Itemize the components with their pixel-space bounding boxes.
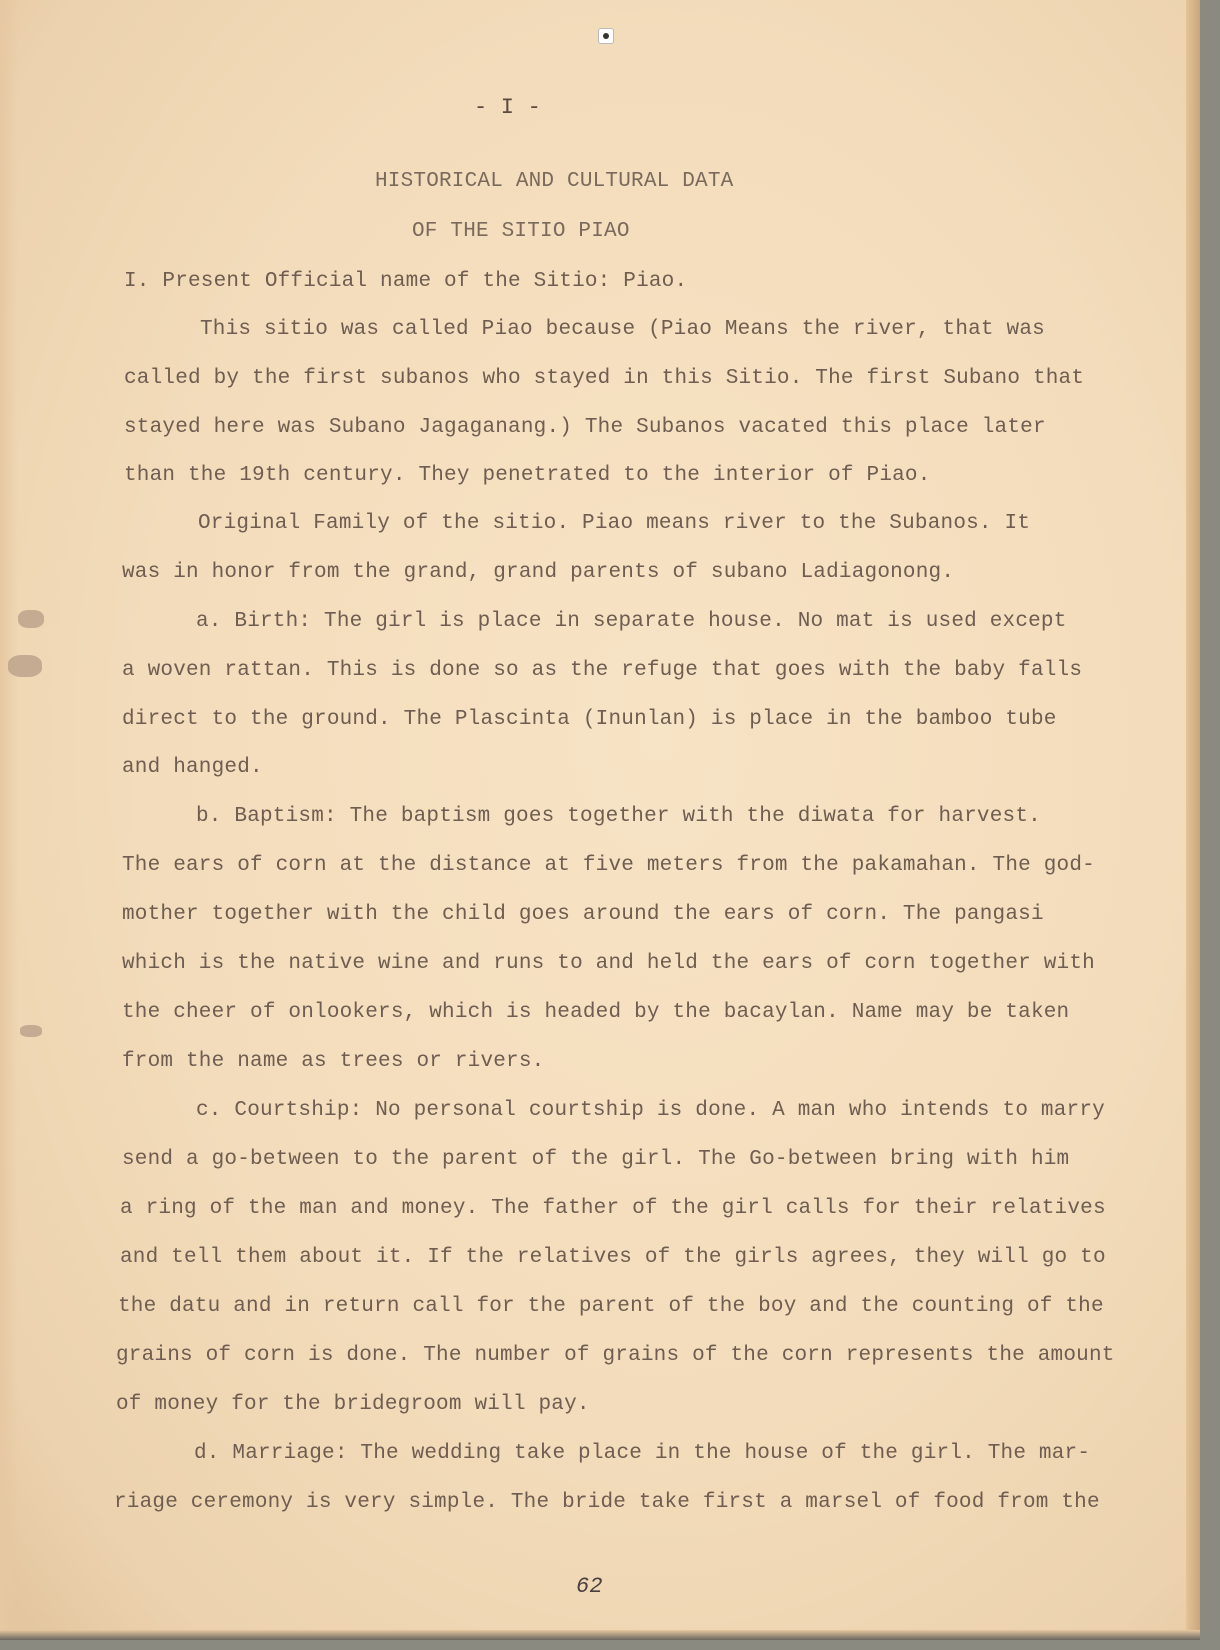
body-line: a ring of the man and money. The father of the girl calls for their relatives (120, 1197, 1106, 1220)
paper-blemish (18, 610, 44, 628)
body-line: and hanged. (122, 756, 263, 779)
body-line: The ears of corn at the distance at five meters from the pakamahan. The god- (122, 854, 1095, 877)
body-line: called by the first subanos who stayed in this Sitio. The first Subano that (124, 367, 1085, 390)
body-line: d. Marriage: The wedding take place in the house of the girl. The mar- (194, 1442, 1091, 1465)
body-line: b. Baptism: The baptism goes together with the diwata for harvest. (196, 805, 1041, 828)
body-line: This sitio was called Piao because (Piao Means the river, that was (200, 318, 1045, 341)
body-line: and tell them about it. If the relatives of the girls agrees, they will go to (120, 1246, 1106, 1269)
body-line: the datu and in return call for the parent of the boy and the counting of the (118, 1295, 1104, 1318)
staple-icon (598, 28, 614, 44)
paper-blemish (8, 655, 42, 677)
body-line: of money for the bridegroom will pay. (116, 1393, 590, 1416)
body-line: was in honor from the grand, grand parents of subano Ladiagonong. (122, 561, 955, 584)
page-number: - I - (474, 95, 542, 120)
body-line: c. Courtship: No personal courtship is done. A man who intends to marry (196, 1099, 1105, 1122)
body-line: grains of corn is done. The number of grains of the corn represents the amount (116, 1344, 1115, 1367)
page-edge-right (1186, 0, 1200, 1640)
body-line: from the name as trees or rivers. (122, 1050, 545, 1073)
body-line: mother together with the child goes around the ears of corn. The pangasi (122, 903, 1044, 926)
handwritten-page-number: 62 (576, 1574, 603, 1599)
body-line: a. Birth: The girl is place in separate house. No mat is used except (196, 610, 1067, 633)
body-line: stayed here was Subano Jagaganang.) The Subanos vacated this place later (124, 416, 1046, 439)
section-heading: I. Present Official name of the Sitio: Piao. (124, 270, 688, 293)
body-line: direct to the ground. The Plascinta (Inunlan) is place in the bamboo tube (122, 708, 1057, 731)
body-line: which is the native wine and runs to and held the ears of corn together with (122, 952, 1095, 975)
body-line: send a go-between to the parent of the girl. The Go-between bring with him (122, 1148, 1070, 1171)
document-title-line-2: OF THE SITIO PIAO (412, 220, 630, 243)
body-line: Original Family of the sitio. Piao means river to the Subanos. It (198, 512, 1031, 535)
document-title-line-1: HISTORICAL AND CULTURAL DATA (375, 170, 734, 193)
body-line: the cheer of onlookers, which is headed by the bacaylan. Name may be taken (122, 1001, 1070, 1024)
body-line: than the 19th century. They penetrated to the interior of Piao. (124, 464, 931, 487)
body-line: riage ceremony is very simple. The bride take first a marsel of food from the (114, 1491, 1100, 1514)
body-line: a woven rattan. This is done so as the refuge that goes with the baby falls (122, 659, 1083, 682)
page-edge-bottom (0, 1630, 1200, 1640)
paper-blemish (20, 1025, 42, 1037)
